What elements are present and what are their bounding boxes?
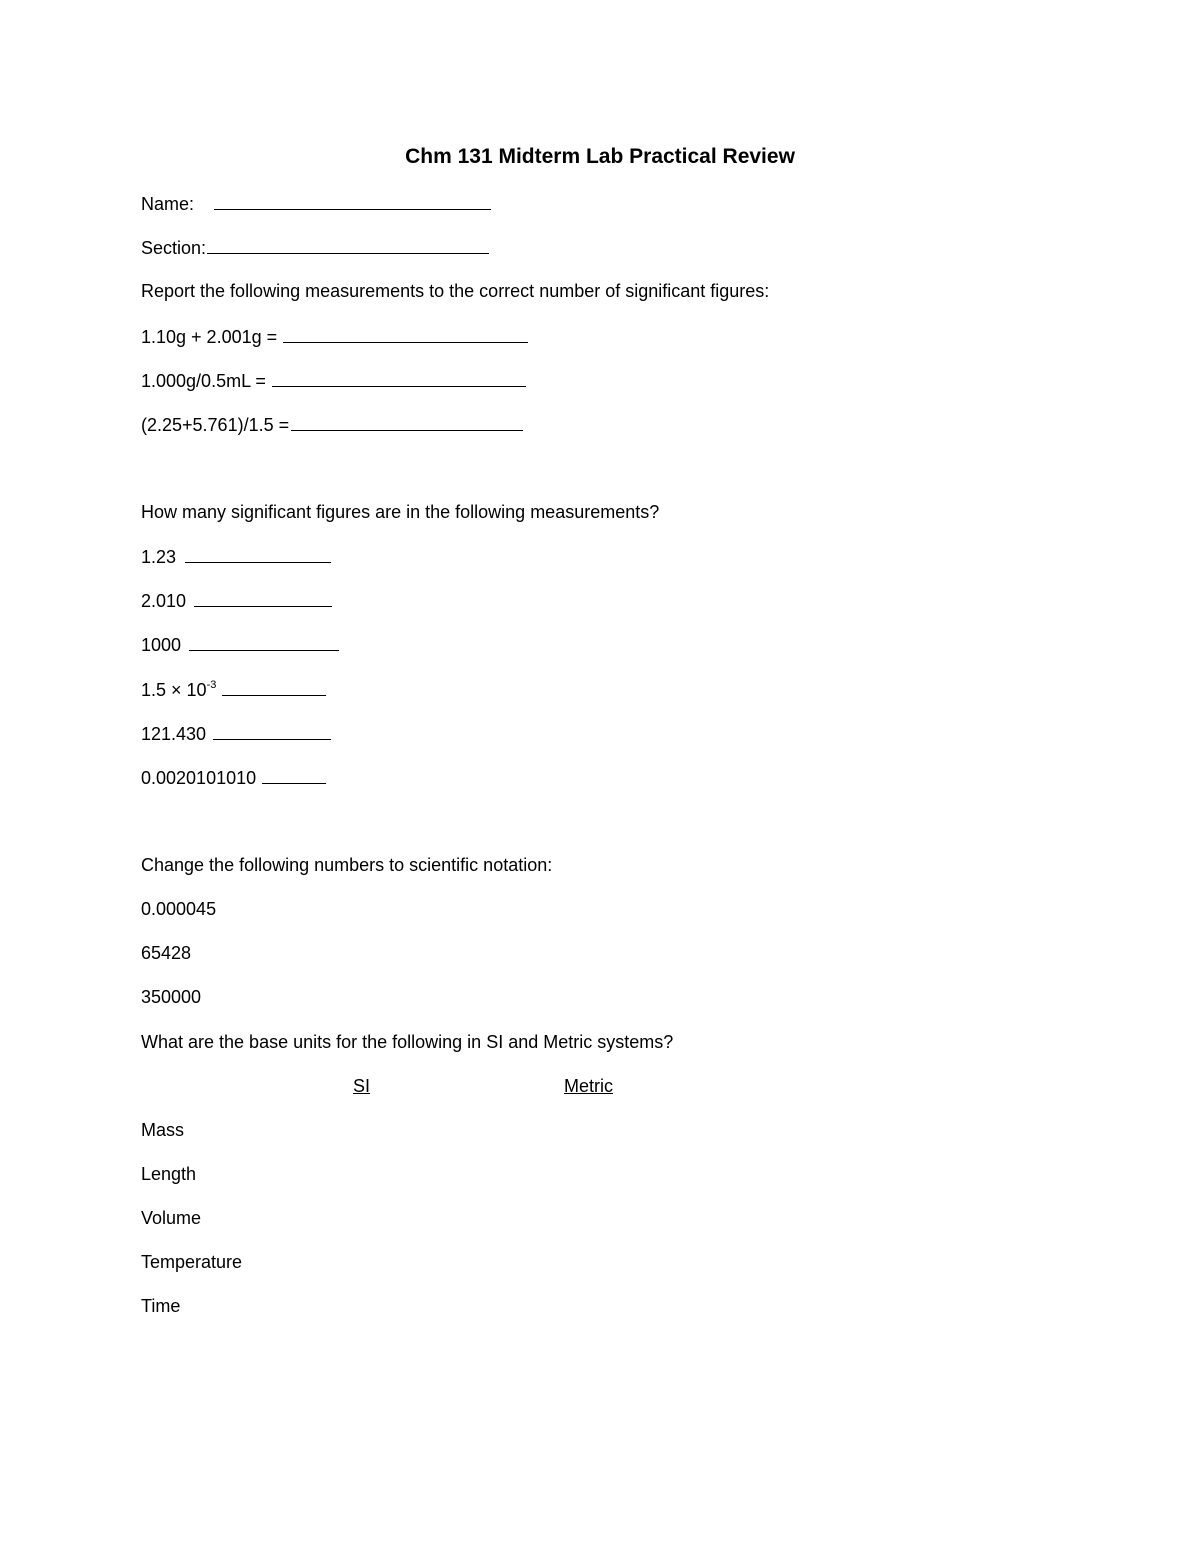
answer-blank[interactable] xyxy=(189,633,339,651)
exponent: -3 xyxy=(206,679,217,691)
column-header-metric: Metric xyxy=(564,1076,613,1096)
answer-blank[interactable] xyxy=(213,722,331,740)
unit-row-label: Time xyxy=(141,1296,181,1316)
unit-row-label: Length xyxy=(141,1164,197,1184)
section-label: Section: xyxy=(141,238,207,258)
q1-prompt: Report the following measurements to the correct number of significant figures: xyxy=(141,281,770,301)
answer-blank[interactable] xyxy=(272,369,526,387)
answer-blank[interactable] xyxy=(283,325,528,343)
q2-item: 0.0020101010 xyxy=(141,766,326,789)
q2-item: 1.23 xyxy=(141,545,331,568)
q2-item: $1.5 \times 10^{-3}$ xyxy=(141,678,326,701)
name-blank[interactable] xyxy=(214,192,491,210)
q3-item: 350000 xyxy=(141,987,202,1007)
q3-prompt: Change the following numbers to scientific notation: xyxy=(141,855,553,875)
unit-row-label: Volume xyxy=(141,1208,202,1228)
section-blank[interactable] xyxy=(207,236,489,254)
answer-blank[interactable] xyxy=(291,413,523,431)
answer-blank[interactable] xyxy=(262,766,326,784)
q3-item: 0.000045 xyxy=(141,899,217,919)
q4-prompt: What are the base units for the following in SI and Metric systems? xyxy=(141,1032,674,1052)
q2-item: 2.010 xyxy=(141,589,332,612)
q2-item: 1000 xyxy=(141,633,339,656)
unit-row-label: Temperature xyxy=(141,1252,243,1272)
q3-item: 65428 xyxy=(141,943,192,963)
q1-item: 1.000g/0.5mL = xyxy=(141,369,526,392)
q2-item: 121.430 xyxy=(141,722,331,745)
q2-prompt: How many significant figures are in the following measurements? xyxy=(141,502,660,522)
page-title: Chm 131 Midterm Lab Practical Review xyxy=(405,145,795,168)
name-label: Name: xyxy=(141,194,195,214)
unit-row-label: Mass xyxy=(141,1120,185,1140)
name-field xyxy=(141,192,491,215)
answer-blank[interactable] xyxy=(185,545,331,563)
q1-item: 1.10g + 2.001g = xyxy=(141,325,528,348)
column-header-si: SI xyxy=(353,1076,371,1096)
answer-blank[interactable] xyxy=(194,589,332,607)
answer-blank[interactable] xyxy=(222,678,326,696)
q1-item: (2.25+5.761)/1.5 = xyxy=(141,413,523,436)
section-field xyxy=(141,236,489,259)
